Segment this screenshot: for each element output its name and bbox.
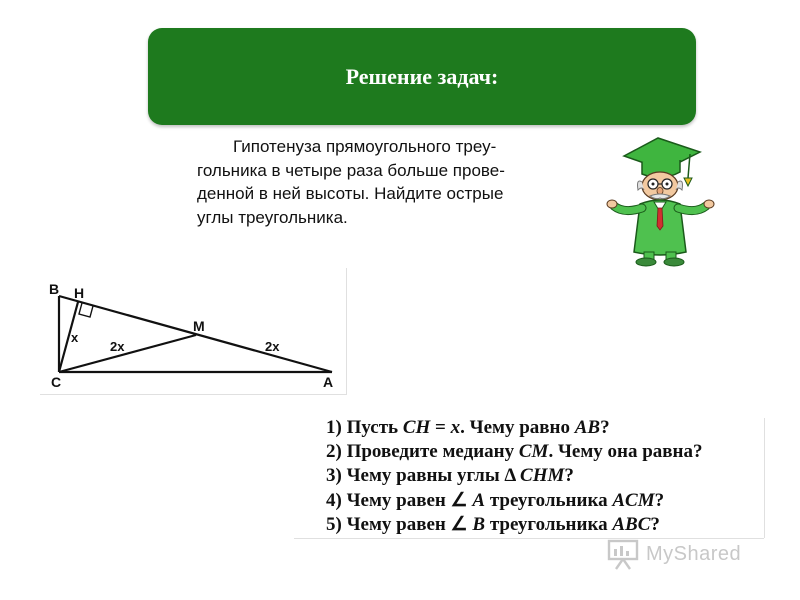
question-item [326, 513, 660, 536]
label-c: C [51, 374, 62, 390]
questions-frame [764, 418, 765, 538]
problem-line: денной в ней высоты. Найдите острые [197, 184, 504, 203]
question-text: Проведите медиану [346, 441, 519, 462]
label-2x-cm: 2x [110, 339, 125, 354]
diagram-frame [40, 394, 347, 395]
question-item [326, 465, 574, 487]
question-item [326, 489, 664, 512]
math-variable: ACM [612, 490, 655, 511]
math-variable: CH [402, 417, 431, 438]
median-cm [59, 335, 196, 372]
triangle-diagram [40, 268, 348, 396]
problem-line: Гипотенуза прямоугольного треу- [233, 137, 497, 156]
page-title: Решение задач: [345, 63, 499, 89]
label-m: M [193, 318, 205, 334]
math-variable: B [472, 514, 486, 535]
question-text: ? [600, 417, 610, 438]
question-text: треугольника [485, 514, 613, 535]
question-text: Чему равны углы [346, 465, 505, 486]
problem-statement [197, 135, 582, 229]
math-variable: CHM [520, 465, 565, 486]
watermark-text: MyShared [646, 542, 742, 565]
question-number: 3) [326, 465, 342, 486]
title-banner [148, 28, 696, 125]
math-variable: ABC [612, 514, 651, 535]
questions-list [294, 415, 764, 540]
question-text: ? [654, 490, 665, 511]
question-text: . Чему она равна? [548, 441, 703, 462]
question-item [326, 441, 702, 463]
question-text: Пусть [346, 417, 403, 438]
label-h: H [74, 285, 85, 301]
math-variable: x [450, 417, 461, 438]
question-number: 5) [326, 514, 342, 535]
label-b: B [49, 281, 60, 297]
watermark [606, 536, 741, 572]
question-number: 1) [326, 417, 342, 438]
question-text: ∠ [450, 490, 473, 511]
problem-line: углы треугольника. [197, 207, 348, 227]
math-variable: AB [574, 417, 601, 438]
question-text: Чему равен [346, 514, 451, 535]
label-2x-ma: 2x [265, 339, 280, 354]
presentation-board-icon [606, 537, 640, 571]
question-item [326, 417, 610, 439]
question-number: 2) [326, 441, 342, 462]
question-text: . Чему равно [460, 417, 575, 438]
math-variable: CM [518, 441, 549, 462]
problem-line: гольника в четыре раза больше прове- [197, 160, 505, 180]
label-a: A [323, 374, 334, 390]
diagram-frame [346, 268, 347, 394]
professor-illustration [606, 134, 716, 268]
question-text: ? [650, 514, 660, 535]
question-text: Δ [504, 465, 521, 486]
question-text: ? [564, 465, 574, 486]
question-number: 4) [326, 490, 342, 511]
math-variable: A [472, 490, 486, 511]
question-text: треугольника [485, 490, 613, 511]
question-text: Чему равен [346, 490, 451, 511]
label-x: x [71, 330, 79, 345]
question-text: = [430, 417, 451, 438]
question-text: ∠ [450, 514, 473, 535]
